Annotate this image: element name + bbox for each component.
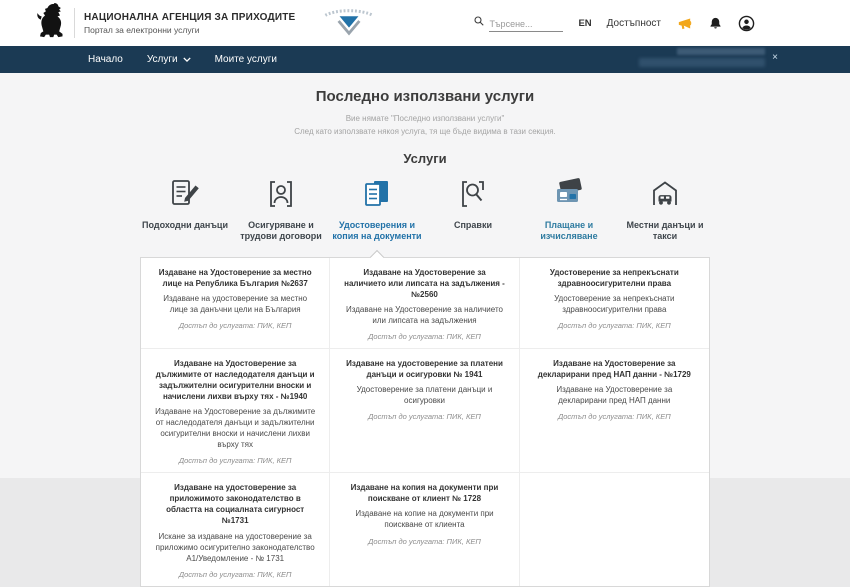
quality-certificate-logo [315, 3, 383, 44]
profile-avatar-icon[interactable] [738, 15, 755, 32]
category-label: Справки [453, 219, 492, 230]
main-navbar [0, 46, 850, 73]
insurance-person-card-icon [264, 176, 298, 212]
bulgarian-lion-logo-icon [35, 2, 65, 44]
service-description: Издаване на копие на документи при поискване от клиента [355, 509, 494, 530]
chevron-down-icon [183, 54, 191, 65]
service-card[interactable] [330, 258, 519, 349]
nav-my-services-label: Моите услуги [214, 54, 277, 65]
service-description: Издаване на Удостоверение за декларирани пред НАП данни [556, 385, 673, 406]
empty-message-line-2: След като използвате някоя услуга, тя ще бъде видима в тази секция. [294, 126, 556, 136]
service-title: Удостоверение за непрекъснати здравноосигурителни права [549, 267, 679, 288]
service-access-info: Достъп до услугата: ПИК, КЕП [557, 412, 671, 422]
service-card[interactable] [520, 349, 709, 473]
category-local-taxes[interactable] [617, 176, 713, 243]
search-icon[interactable] [473, 14, 485, 32]
user-session-chip-redacted[interactable] [639, 48, 778, 67]
service-card[interactable] [141, 258, 330, 349]
service-access-info: Достъп до услугата: ПИК, КЕП [368, 536, 481, 546]
service-cards-grid [141, 258, 709, 586]
service-description: Издаване на Удостоверение за дължимите от наследодателя данъци и задължителни осигурителни вноски и начислени лихви върху тях [155, 407, 316, 450]
category-reports[interactable] [425, 176, 521, 243]
nav-home-label: Начало [88, 54, 123, 65]
portal-subtitle: Портал за електронни услуги [84, 24, 200, 35]
top-header [0, 0, 850, 46]
category-label: Подоходни данъци [142, 219, 228, 230]
category-payment-calculation[interactable] [521, 176, 617, 243]
services-section-title: Услуги [403, 150, 447, 166]
empty-grid-cell [520, 473, 709, 585]
service-access-info: Достъп до услугата: ПИК, КЕП [368, 412, 481, 422]
redacted-user-name [639, 48, 765, 67]
nav-item-services[interactable] [147, 54, 191, 65]
service-card[interactable] [141, 349, 330, 473]
accessibility-link[interactable]: Достъпност [606, 17, 661, 29]
service-title: Издаване на Удостоверение за наличието или липсата на задължения - №2560 [344, 267, 505, 300]
service-card[interactable] [520, 258, 709, 349]
search-box [473, 14, 563, 32]
service-title: Издаване на удостоверение за приложимото законодателство в областта на социалната сигурност №1731 [166, 483, 305, 526]
notifications-bell-icon[interactable] [708, 16, 723, 31]
local-taxes-car-garage-icon [648, 176, 682, 212]
income-tax-document-pencil-icon [168, 176, 202, 212]
language-toggle-en[interactable]: EN [578, 17, 592, 29]
category-label: Осигуряване и трудови договори [240, 219, 322, 242]
agency-brand-home-link[interactable] [35, 2, 295, 44]
category-insurance-contracts[interactable] [233, 176, 329, 243]
category-certificates-copies[interactable] [329, 176, 425, 243]
close-icon[interactable]: × [772, 51, 778, 63]
category-label: Местни данъци и такси [626, 219, 704, 242]
service-description: Издаване на удостоверение за местно лице за данъчни цели на България [163, 294, 308, 315]
service-title: Издаване на Удостоверение за декларирани пред НАП данни - №1729 [537, 359, 691, 380]
service-title: Издаване на Удостоверение за местно лице на Република България №2637 [158, 267, 312, 288]
service-description: Удостоверение за платени данъци и осигуровки [356, 385, 493, 406]
empty-message-line-1: Вие нямате "Последно използвани услуги" [345, 114, 505, 123]
agency-name: НАЦИОНАЛНА АГЕНЦИЯ ЗА ПРИХОДИТЕ [84, 11, 296, 23]
brand-divider [74, 8, 75, 38]
nav-item-my-services[interactable] [215, 54, 277, 65]
service-title: Издаване на удостоверение за платени данъци и осигуровки № 1941 [346, 359, 503, 380]
service-card[interactable] [330, 349, 519, 473]
service-title: Издаване на копия на документи при поискване от клиент № 1728 [350, 483, 499, 504]
service-card[interactable] [141, 473, 330, 585]
service-access-info: Достъп до услугата: ПИК, КЕП [178, 321, 292, 331]
service-access-info: Достъп до услугата: ПИК, КЕП [557, 321, 671, 331]
service-access-info: Достъп до услугата: ПИК, КЕП [178, 569, 292, 579]
service-access-info: Достъп до услугата: ПИК, КЕП [178, 456, 292, 466]
category-income-taxes[interactable] [137, 176, 233, 243]
recent-services-title: Последно използвани услуги [315, 88, 535, 105]
service-title: Издаване на Удостоверение за дължимите от наследодателя данъци и задължителни осигурителни вноски и начислени лихви върху тях - №1940 [155, 359, 315, 402]
announcements-icon[interactable] [676, 15, 693, 32]
certificates-documents-icon [360, 176, 394, 212]
search-input[interactable] [489, 17, 563, 32]
service-access-info: Достъп до услугата: ПИК, КЕП [368, 332, 481, 342]
category-label: Плащане и изчисляване [540, 219, 598, 242]
reports-magnifier-icon [456, 176, 490, 212]
service-description: Искане за издаване на удостоверение за приложимо осигурително законодателство А1/Уведомление - № 1731 [155, 531, 315, 563]
nav-item-home[interactable] [88, 54, 123, 65]
service-description: Удостоверение за непрекъснати здравноосигурителни права [554, 294, 675, 315]
payment-cards-icon [552, 176, 586, 212]
service-card[interactable] [330, 473, 519, 585]
services-panel [140, 257, 710, 587]
service-description: Издаване на Удостоверение за наличието или липсата на задължения [345, 305, 503, 326]
category-label: Удостоверения и копия на документи [332, 219, 422, 242]
service-categories-row [0, 176, 850, 243]
nav-services-label: Услуги [146, 54, 178, 65]
recent-services-empty-message [0, 113, 850, 139]
